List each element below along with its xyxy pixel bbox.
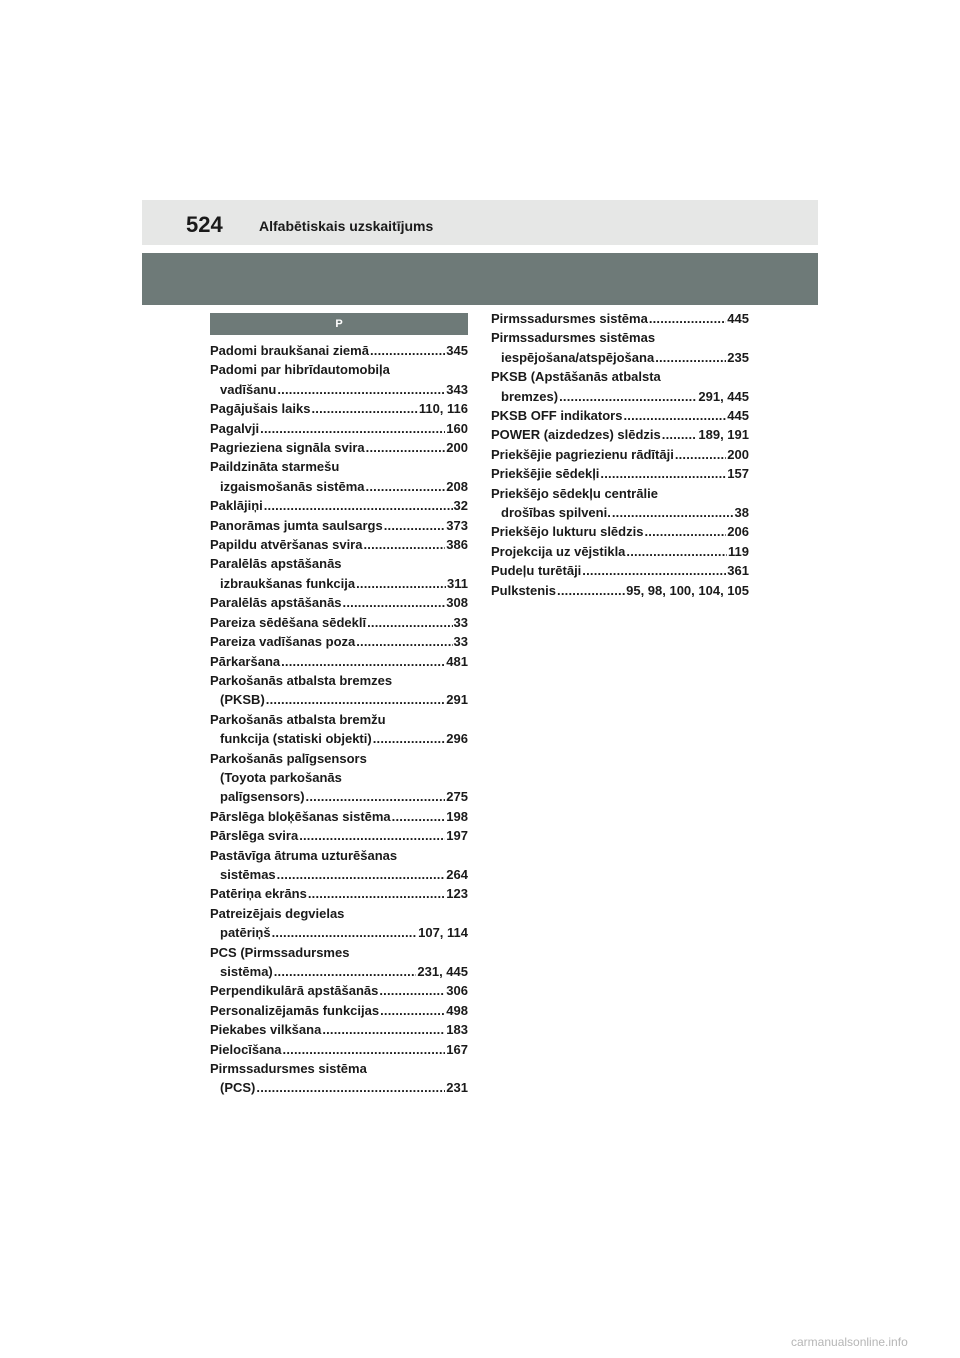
index-entry [210,807,468,826]
entry-term-continuation [210,1078,468,1097]
dot-leader [675,445,726,464]
entry-term-text: Priekšējo lukturu slēdzis [491,524,644,540]
entry-term [210,360,468,379]
entry-term [210,1020,468,1039]
entry-page-ref[interactable]: 160 [446,420,468,436]
dot-leader [277,380,445,399]
dot-leader [322,1020,445,1039]
entry-term-text: vadīšanu [220,381,277,397]
entry-term-text: Piekabes vilkšana [210,1022,322,1038]
index-column-right [491,313,749,600]
entry-page-ref[interactable]: 296 [446,731,468,747]
entry-term [210,981,468,1000]
entry-term [491,464,749,483]
entry-page-ref[interactable]: 291, 445 [698,388,749,404]
entry-term-text: Projekcija uz vējstikla [491,543,626,559]
entry-term-text: Patēriņa ekrāns [210,886,307,902]
entry-page-ref[interactable]: 183 [446,1022,468,1038]
letter-heading: P [210,313,468,335]
entry-page-ref[interactable]: 32 [453,498,468,514]
entry-page-ref[interactable]: 373 [446,517,468,533]
entry-page-ref[interactable]: 200 [446,440,468,456]
entry-page-ref[interactable]: 206 [727,524,749,540]
entry-term-text: Personalizējamās funkcijas [210,1002,380,1018]
entry-term-text: PKSB (Apstāšanās atbalsta [491,369,661,385]
index-entry [210,496,468,515]
entry-term-text: PCS (Pirmssadursmes [210,944,350,960]
dot-leader [366,477,446,496]
index-entry [210,1040,468,1059]
entry-term-text: Paklājiņi [210,498,263,514]
entry-term-text: sistēmas [220,866,276,882]
dot-leader [266,690,446,709]
index-entry [210,884,468,903]
entry-term-continuation [210,690,468,709]
index-entry [491,522,749,541]
entry-page-ref[interactable]: 235 [727,349,749,365]
entry-term [210,1040,468,1059]
index-column-left [210,313,468,1098]
entry-page-ref[interactable]: 189, 191 [698,427,749,443]
entry-term-continuation [210,787,468,806]
entry-term-continuation [210,729,468,748]
entry-term [210,457,468,476]
index-entry [210,419,468,438]
entry-term [210,516,468,535]
entry-term [210,749,468,768]
entry-page-ref[interactable]: 345 [446,343,468,358]
dot-leader [274,962,417,981]
entry-term [491,522,749,541]
entry-page-ref[interactable]: 231 [446,1080,468,1096]
entry-term [491,484,749,503]
dot-leader [380,1001,445,1020]
dot-leader [283,1040,446,1059]
index-entry [210,943,468,982]
index-entry [210,749,468,807]
entry-term-text: palīgsensors) [220,789,305,805]
entry-page-ref[interactable]: 123 [446,886,468,902]
entry-term-text: Pirmssadursmes sistēma [491,311,648,326]
entry-page-ref[interactable]: 445 [727,408,749,424]
index-entry [210,981,468,1000]
dot-leader [655,348,726,367]
entry-term [210,884,468,903]
entry-term-text: Pagrieziena signāla svira [210,440,365,456]
dot-leader [644,522,726,541]
entry-page-ref[interactable]: 231, 445 [417,964,468,979]
entry-term-text: izbraukšanas funkcija [220,575,356,591]
dot-leader [260,419,445,438]
entry-term-continuation [491,348,749,367]
dot-leader [384,516,446,535]
entry-term-text: Pareiza sēdēšana sēdeklī [210,614,367,630]
entry-page-ref[interactable]: 110, 116 [418,401,468,417]
dot-leader [363,535,445,554]
index-entry [210,904,468,943]
entry-term-text: Pārslēga bloķēšanas sistēma [210,808,391,824]
dot-leader [557,581,625,600]
entry-term-text: Patreizējais degvielas [210,905,345,921]
entry-term [210,671,468,690]
entry-term [491,581,749,600]
index-entry [210,846,468,885]
entry-term-continuation [210,574,468,593]
entry-term [210,710,468,729]
dot-leader [379,981,445,1000]
index-entry [210,554,468,593]
entry-page-ref[interactable]: 167 [446,1041,468,1057]
entry-term [491,367,749,386]
entry-term-continuation [491,503,749,522]
entry-term-text: Pareiza vadīšanas poza [210,634,356,650]
entry-term [210,1001,468,1020]
dot-leader [649,309,726,328]
entry-page-ref[interactable]: 264 [446,866,468,882]
entry-page-ref[interactable]: 200 [727,446,749,462]
index-entry [210,710,468,749]
index-entry [210,593,468,612]
entry-page-ref[interactable]: 33 [453,634,468,650]
index-entry-list [210,341,468,1098]
entry-term [210,1059,468,1078]
entry-page-ref[interactable]: 119 [728,543,749,559]
dot-leader [356,632,452,651]
entry-term [210,341,468,360]
entry-term [491,406,749,425]
entry-term-continuation [210,380,468,399]
index-entry [491,581,749,600]
entry-term-text: Priekšējo sēdekļu centrālie [491,485,658,501]
entry-term-text: Pārkaršana [210,653,281,669]
entry-term-text: bremzes) [501,388,559,404]
index-entry [210,341,468,360]
dot-leader [308,884,445,903]
entry-term-continuation [491,387,749,406]
entry-term-text: Paildzināta starmešu [210,459,340,475]
index-entry [210,1001,468,1020]
entry-page-ref[interactable]: 308 [446,595,468,611]
dot-leader [623,406,726,425]
index-entry [210,1059,468,1098]
entry-term-text: Paralēlās apstāšanās [210,556,342,572]
entry-term [491,561,749,580]
entry-page-ref[interactable]: 208 [446,478,468,494]
entry-term-text: Pagalvji [210,420,260,436]
dot-leader [600,464,726,483]
entry-term [210,613,468,632]
header-dark-band [142,253,818,305]
dot-leader [370,341,445,360]
entry-term-text: Pagājušais laiks [210,401,311,417]
entry-term-continuation [210,962,468,981]
index-entry [491,425,749,444]
entry-term-text: (PKSB) [220,692,265,708]
dot-leader [272,923,418,942]
entry-term-text: Pielocīšana [210,1041,282,1057]
entry-term-text: Pudeļu turētāji [491,563,582,579]
entry-term-text: Parkošanās palīgsensors [210,750,367,766]
dot-leader [343,593,446,612]
entry-term [210,943,468,962]
entry-term-text: Pastāvīga ātruma uzturēšanas [210,847,398,863]
entry-term [210,399,468,418]
entry-term [491,542,749,561]
entry-term [491,309,749,328]
dot-leader [662,425,698,444]
index-entry [491,464,749,483]
index-entry [491,484,749,523]
entry-term-text: POWER (aizdedzes) slēdzis [491,427,661,443]
entry-term [210,826,468,845]
index-entry-list [491,309,749,600]
index-entry [210,457,468,496]
entry-term [210,438,468,457]
entry-term-text: Padomi braukšanai ziemā [210,343,369,358]
dot-leader [366,438,446,457]
entry-term-continuation [210,477,468,496]
dot-leader [281,652,445,671]
dot-leader [311,399,417,418]
entry-term-text: funkcija (statiski objekti) [220,731,372,747]
entry-page-ref[interactable]: 445 [727,311,749,326]
index-entry [491,445,749,464]
entry-term-text: Pārslēga svira [210,828,299,844]
index-entry [210,1020,468,1039]
entry-page-ref[interactable]: 306 [446,983,468,999]
header-band [142,200,818,245]
entry-term [210,904,468,923]
dot-leader [306,787,446,806]
entry-term [210,846,468,865]
entry-page-ref[interactable]: 498 [446,1002,468,1018]
entry-term-text: Priekšējie pagriezienu rādītāji [491,446,674,462]
entry-term-text: Parkošanās atbalsta bremžu [210,711,386,727]
index-entry [210,516,468,535]
index-entry [210,613,468,632]
entry-term-continuation [210,923,468,942]
page-number: 524 [186,212,223,237]
entry-page-ref[interactable]: 198 [446,808,468,824]
entry-term-text: Panorāmas jumta saulsargs [210,517,383,533]
entry-term [210,593,468,612]
entry-page-ref[interactable]: 343 [446,381,468,397]
dot-leader [256,1078,445,1097]
entry-term-text: (Toyota parkošanās [220,769,342,785]
entry-page-ref[interactable]: 361 [727,563,749,579]
entry-term-text: patēriņš [220,925,271,941]
index-entry [491,561,749,580]
entry-term [210,419,468,438]
entry-term-text: (PCS) [220,1080,256,1096]
index-entry [491,542,749,561]
entry-term [491,328,749,347]
index-entry [491,367,749,406]
index-entry [210,826,468,845]
dot-leader [299,826,445,845]
dot-leader [612,503,734,522]
entry-term-continuation [210,768,468,787]
dot-leader [392,807,446,826]
entry-term [210,632,468,651]
entry-term-text: Perpendikulārā apstāšanās [210,983,379,999]
dot-leader [367,613,452,632]
entry-term [210,535,468,554]
entry-page-ref[interactable]: 291 [446,692,468,708]
entry-page-ref[interactable]: 95, 98, 100, 104, 105 [626,582,749,598]
entry-page-ref[interactable]: 311 [447,575,468,591]
entry-term-text: Pirmssadursmes sistēmas [491,330,656,346]
entry-term-text: Priekšējie sēdekļi [491,466,600,482]
entry-page-ref[interactable]: 107, 114 [418,925,468,941]
entry-term-text: Paralēlās apstāšanās [210,595,342,611]
index-entry [210,438,468,457]
index-entry [210,399,468,418]
dot-leader [264,496,453,515]
index-entry [491,328,749,367]
entry-page-ref[interactable]: 275 [446,789,468,805]
entry-page-ref[interactable]: 157 [727,466,749,482]
entry-term-text: Pulkstenis [491,582,557,598]
index-entry [210,671,468,710]
entry-term-text: drošības spilveni. [501,505,611,521]
index-entry [491,309,749,328]
dot-leader [277,865,446,884]
watermark-text: carmanualsonline.info [791,1335,908,1349]
index-entry [210,652,468,671]
entry-term [210,554,468,573]
entry-term-text: sistēma) [220,964,273,979]
entry-term [210,807,468,826]
entry-page-ref[interactable]: 386 [446,537,468,553]
dot-leader [559,387,697,406]
index-entry [491,406,749,425]
entry-page-ref[interactable]: 33 [453,614,468,630]
entry-term-text: iespējošana/atspējošana [501,349,655,365]
entry-term [210,652,468,671]
entry-page-ref[interactable]: 481 [446,653,468,669]
entry-term-text: Papildu atvēršanas svira [210,537,363,553]
entry-term [491,445,749,464]
entry-term [491,425,749,444]
dot-leader [626,542,727,561]
index-entry [210,360,468,399]
entry-page-ref[interactable]: 197 [446,828,468,844]
entry-term-text: PKSB OFF indikators [491,408,623,424]
entry-page-ref[interactable]: 38 [734,505,749,521]
entry-term-text: Parkošanās atbalsta bremzes [210,672,393,688]
entry-term-continuation [210,865,468,884]
entry-term-text: Pirmssadursmes sistēma [210,1061,367,1077]
index-entry [210,632,468,651]
dot-leader [373,729,446,748]
entry-term-text: Padomi par hibrīdautomobiļa [210,362,390,378]
dot-leader [356,574,446,593]
dot-leader [582,561,726,580]
entry-term-text: izgaismošanās sistēma [220,478,365,494]
entry-term [210,496,468,515]
index-entry [210,535,468,554]
section-title: Alfabētiskais uzskaitījums [259,218,434,234]
